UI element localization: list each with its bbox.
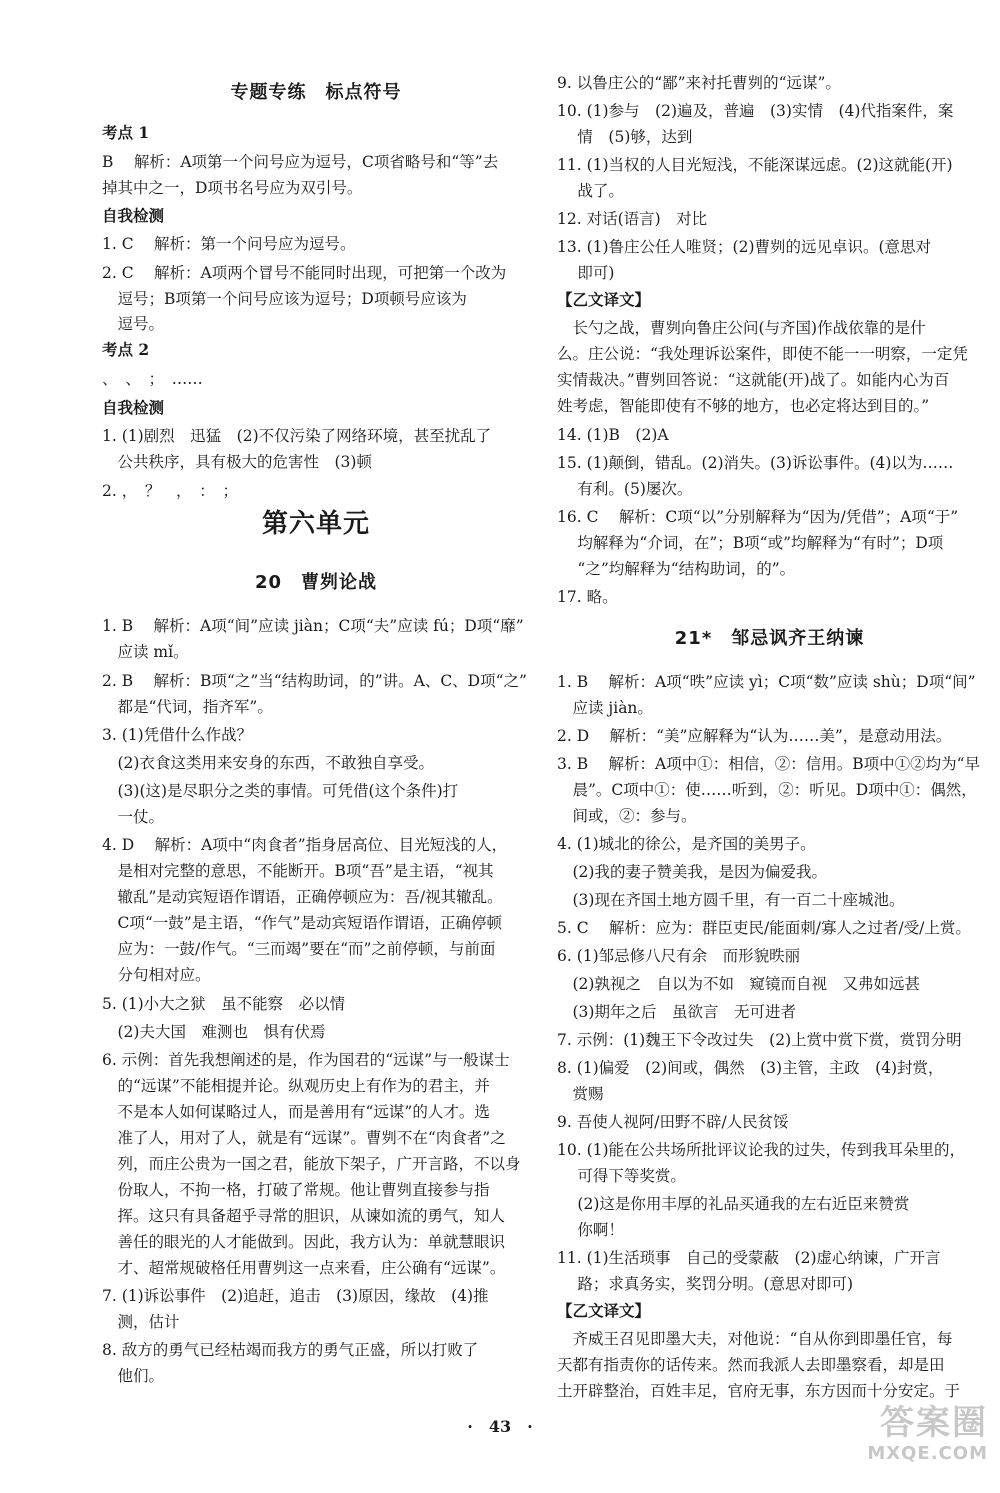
section-heading: 【乙文译文】: [557, 1301, 651, 1320]
answer-line: 掉其中之一，D项书名号应为双引号。: [102, 179, 363, 197]
answer-line: 善任的眼光的人才能做到。因此，我方认为：单就慧眼识: [102, 1233, 506, 1251]
answer-line: 公共秩序，具有极大的危害性 (3)顿: [102, 453, 372, 471]
answer-line: 16. C 解析：C项“以”分别解释为“因为/凭借”；A项“于”: [557, 508, 959, 526]
answer-line: 4. (1)城北的徐公，是齐国的美男子。: [557, 835, 816, 853]
answer-line: 14. (1)B (2)A: [557, 426, 669, 444]
answer-line: 1. C 解析：第一个问号应为逗号。: [102, 235, 356, 253]
answer-line: 间或，②：参与。: [557, 807, 697, 825]
answer-line: (2)我的妻子赞美我，是因为偏爱我。: [557, 863, 827, 881]
answer-line: 2. ， ？ ， ： ；: [102, 482, 238, 500]
answer-line: 3. (1)凭借什么作战？: [102, 726, 253, 744]
section-heading: 考点 1: [102, 123, 150, 142]
answer-line: 1. B 解析：A项“间”应读 jiàn；C项“夫”应读 fú；D项“靡”: [102, 617, 524, 635]
chapter-title: 专题专练 标点符号: [230, 82, 402, 103]
section-heading: 自我检测: [102, 398, 165, 417]
answer-line: 赏赐: [557, 1085, 604, 1103]
chapter-title: 20 曹刿论战: [254, 572, 378, 593]
answer-line: 2. D 解析：“美”应解释为“认为……美”，是意动用法。: [557, 727, 952, 745]
answer-line: 你啊！: [557, 1221, 624, 1239]
answer-line: 1. B 解析：A项“昳”应读 yì；C项“数”应读 shù；D项“间”: [557, 673, 976, 691]
answer-line: 晨”。C项中①：使……听到，②：听见。D项中①：偶然，: [557, 781, 977, 799]
chapter-title: 21* 邹忌讽齐王纳谏: [674, 628, 865, 649]
answer-line: (2)这是你用丰厚的礼品买通我的左右近臣来赞赏: [557, 1195, 910, 1213]
answer-line: 5. (1)小大之狱 虽不能察 必以情: [102, 995, 346, 1013]
answer-line: 逗号。: [102, 315, 165, 333]
answer-line: 10. (1)能在公共场所批评议论我的过失，传到我耳朵里的，: [557, 1141, 966, 1159]
answer-line: 1. (1)剧烈 迅猛 (2)不仅污染了网络环境，甚至扰乱了: [102, 427, 492, 445]
answer-line: 的“远谋”不能相提并论。纵观历史上有作为的君主，并: [102, 1077, 490, 1095]
answer-line: 长勺之战，曹刿向鲁庄公问(与齐国)作战依靠的是什: [557, 319, 926, 337]
section-heading: 【乙文译文】: [557, 290, 651, 309]
answer-line: 战了。: [557, 182, 624, 200]
answer-line: 11. (1)生活琐事 自己的受蒙蔽 (2)虚心纳谏，广开言: [557, 1249, 941, 1267]
answer-line: 姓考虑，智能即使有不够的地方，也必定将达到目的。”: [557, 397, 930, 415]
answer-line: 5. C 解析：应为：群臣吏民/能面刺/寡人之过者/受/上赏。: [557, 919, 971, 937]
answer-line: 份取人，不拘一格，打破了常规。他让曹刿直接参与指: [102, 1181, 490, 1199]
answer-line: 有利。(5)屡次。: [557, 480, 693, 498]
answer-line: 才、超常规破格任用曹刿这一点来看，庄公确有“远谋”。: [102, 1259, 506, 1277]
section-heading: 自我检测: [102, 206, 165, 225]
answer-line: (3)现在齐国土地方圆千里，有一百二十座城池。: [557, 891, 905, 909]
answer-line: 列，而庄公贵为一国之君，能放下架子，广开言路，不以身: [102, 1155, 521, 1173]
page-number: · 43 ·: [467, 1417, 533, 1436]
answer-line: 是相对完整的意思，不能断开。B项“吾”是主语，“视其: [102, 862, 494, 880]
answer-line: 6. (1)邹忌修八尺有余 而形貌昳丽: [557, 947, 801, 965]
answer-line: 可得下等奖赏。: [557, 1167, 686, 1185]
answer-line: 都是“代词，指齐军”。: [102, 698, 273, 716]
watermark-text: 答案圈: [880, 1403, 988, 1443]
answer-line: 应读 mǐ。: [102, 643, 189, 661]
answer-line: 应读 jiàn。: [557, 699, 653, 717]
answer-line: 他们。: [102, 1367, 165, 1385]
answer-line: 么。庄公说：“我处理诉讼案件，即使不能一一明察，一定凭: [557, 345, 968, 363]
answer-line: 应为：一鼓/作气。“三而竭”要在“而”之前停顿，与前面: [102, 940, 496, 958]
answer-line: 17. 略。: [557, 588, 618, 606]
answer-line: (2)衣食这类用来安身的东西，不敢独自享受。: [102, 754, 434, 772]
answer-line: 测，估计: [102, 1313, 180, 1331]
answer-line: 辙乱”是动宾短语作谓语，正确停顿应为：吾/视其辙乱。: [102, 888, 503, 906]
answer-line: (3)期年之后 虽欲言 无可进者: [557, 1003, 796, 1021]
answer-line: 12. 对话(语言) 对比: [557, 210, 708, 228]
answer-line: (2)孰视之 自以为不如 窥镜而自视 又弗如远甚: [557, 975, 920, 993]
answer-line: 3. B 解析：A项中①：相信，②：信用。B项中①②均为“早: [557, 755, 981, 773]
chapter-title: 第六单元: [261, 509, 370, 539]
answer-line: 8. 敌方的勇气已经枯竭而我方的勇气正盛，所以打败了: [102, 1341, 479, 1359]
answer-line: 10. (1)参与 (2)遍及，普遍 (3)实情 (4)代指案件，案: [557, 102, 954, 120]
answer-line: 7. 示例：(1)魏王下令改过失 (2)上赏中赏下赏，赏罚分明: [557, 1031, 962, 1049]
watermark-url: MXQE.COM: [867, 1443, 988, 1464]
answer-line: 即可): [557, 264, 615, 282]
answer-line: 齐威王召见即墨大夫，对他说：“自从你到即墨任官，每: [557, 1330, 953, 1348]
answer-line: (2)夫大国 难测也 惧有伏焉: [102, 1023, 326, 1041]
answer-line: 2. B 解析：B项“之”当“结构助词，的”讲。A、C、D项“之”: [102, 672, 527, 690]
watermark-logo: [838, 1403, 988, 1485]
answer-line: B 解析：A项第一个问号应为逗号，C项省略号和“等”去: [102, 153, 499, 171]
answer-line: 15. (1)颠倒，错乱。(2)消失。(3)诉讼事件。(4)以为……: [557, 454, 954, 472]
answer-line: 13. (1)鲁庄公任人唯贤；(2)曹刿的远见卓识。(意思对: [557, 238, 932, 256]
answer-line: 逗号；B项第一个问号应该为逗号；D项顿号应该为: [102, 290, 467, 308]
answer-line: 实情裁决。”曹刿回答说：“这就能(开)战了。如能内心为百: [557, 371, 950, 389]
answer-line: 2. C 解析：A项两个冒号不能同时出现，可把第一个改为: [102, 264, 507, 282]
answer-line: 6. 示例：首先我想阐述的是，作为国君的“远谋”与一般谋士: [102, 1051, 510, 1069]
answer-line: 均解释为“介词，在”；B项“或”均解释为“有时”；D项: [557, 534, 944, 552]
answer-line: 一仗。: [102, 808, 165, 826]
answer-line: 土开辟整治，百姓丰足，官府无事，东方因而十分安定。于: [557, 1382, 961, 1400]
answer-line: (3)(这)是尽职分之类的事情。可凭借(这个条件)打: [102, 782, 459, 800]
answer-line: 情 (5)够，达到: [557, 128, 693, 146]
answer-line: 准了人，用对了人，就是有“远谋”。曹刿不在“肉食者”之: [102, 1129, 506, 1147]
answer-line: 不是本人如何谋略过人，而是善用有“远谋”的人才。选: [102, 1103, 490, 1121]
answer-line: 9. 以鲁庄公的“鄙”来衬托曹刿的“远谋”。: [557, 74, 841, 92]
answer-line: 分句相对应。: [102, 966, 211, 984]
answer-line: 4. D 解析：A项中“肉食者”指身居高位、目光短浅的人，: [102, 836, 508, 854]
section-heading: 考点 2: [102, 340, 150, 359]
answer-line: “之”均解释为“结构助词，的”。: [557, 560, 796, 578]
answer-line: 天都有指责你的话传来。然而我派人去即墨察看，却是田: [557, 1356, 945, 1374]
answer-line: C项“一鼓”是主语，“作气”是动宾短语作谓语，正确停顿: [102, 914, 503, 932]
answer-line: 9. 吾使人视阿/田野不辟/人民贫馁: [557, 1113, 789, 1131]
answer-line: 、 、 ； ……: [102, 370, 203, 388]
answer-line: 路；求真务实，奖罚分明。(意思对即可): [557, 1275, 854, 1293]
answer-line: 8. (1)偏爱 (2)间或，偶然 (3)主管，主政 (4)封赏，: [557, 1059, 944, 1077]
answer-line: 11. (1)当权的人目光短浅，不能深谋远虑。(2)这就能(开): [557, 156, 953, 174]
answer-line: 7. (1)诉讼事件 (2)追赶，追击 (3)原因，缘故 (4)推: [102, 1287, 489, 1305]
answer-line: 挥。这只有具备超乎寻常的胆识，从谏如流的勇气，知人: [102, 1207, 506, 1225]
